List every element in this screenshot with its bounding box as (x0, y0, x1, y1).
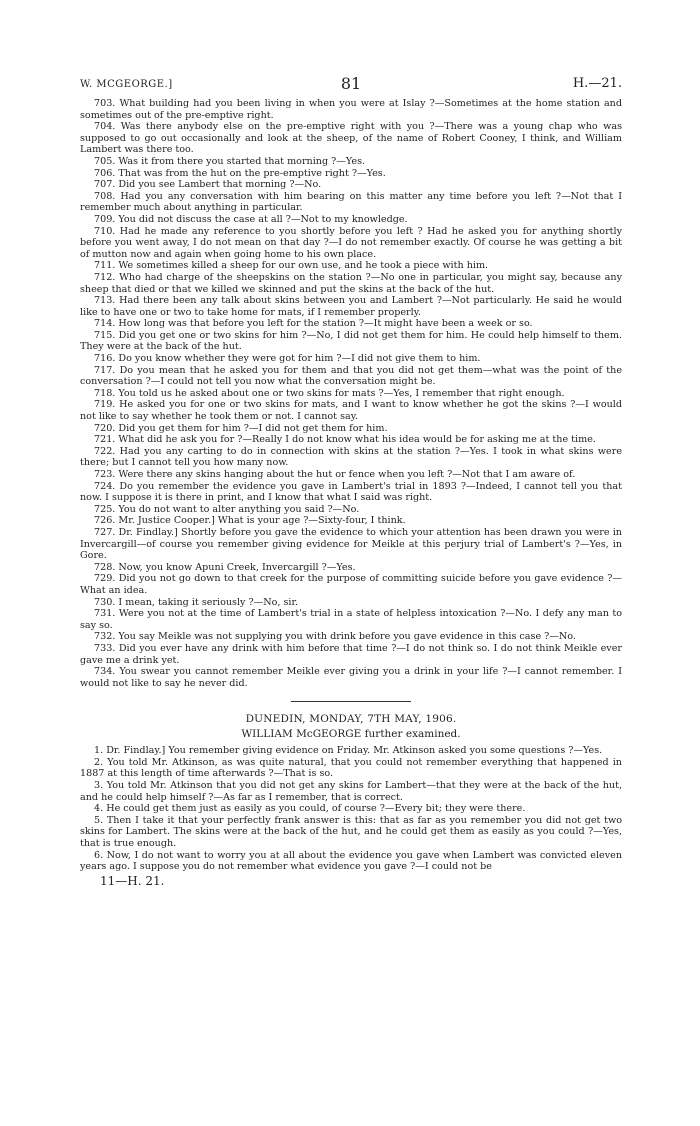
further-examination-body (80, 745, 622, 873)
testimony-paragraph: 719. He asked you for one or two skins for mats, and I want to know whether he got the skins ?—I would not like to say whether he took them or not. I cannot say. (80, 399, 622, 423)
testimony-paragraph: 726. Mr. Justice Cooper.] What is your age ?—Sixty-four, I think. (94, 515, 406, 527)
testimony-paragraph: 707. Did you see Lambert that morning ?—No. (94, 179, 322, 191)
testimony-paragraph: 720. Did you get them for him ?—I did not get them for him. (94, 422, 388, 434)
testimony-paragraph: 718. You told us he asked about one or two skins for mats ?—Yes, I remember that right enough. (94, 387, 565, 399)
header-document-ref: H.—21. (572, 76, 622, 91)
page-footer-signature: 11—H. 21. (100, 873, 165, 888)
testimony-paragraph: 3. You told Mr. Atkinson that you did not get any skins for Lambert—that they were at the back of the hut, and he could help himself ?—As far as I remember, that is correct. (80, 780, 622, 803)
testimony-paragraph: 729. Did you not go down to that creek for the purpose of committing suicide before you gave evidence ?—What an idea. (80, 573, 622, 596)
testimony-paragraph: 728. Now, you know Apuni Creek, Invercargill ?—Yes. (94, 561, 356, 573)
testimony-paragraph: 6. Now, I do not want to worry you at all about the evidence you gave when Lambert was convicted eleven years ago. I suppose you do not remember what evidence you gave ?—I could not be (80, 849, 622, 873)
testimony-paragraph: 731. Were you not at the time of Lambert's trial in a state of helpless intoxication ?—No. I defy any man to say so. (80, 608, 622, 631)
page-number: 81 (340, 74, 362, 93)
testimony-paragraph: 734. You swear you cannot remember Meikle ever giving you a drink in your life ?—I cannot remember. I would not like to say he never did. (80, 666, 622, 689)
testimony-paragraph: 730. I mean, taking it seriously ?—No, sir. (94, 596, 299, 608)
testimony-paragraph: 722. Had you any carting to do in connection with skins at the station ?—Yes. I took in what skins were there; but I cannot tell you how many now. (80, 445, 622, 469)
testimony-paragraph: 715. Did you get one or two skins for him ?—No, I did not get them for him. He could help himself to them. They were at the back of the hut. (80, 329, 622, 353)
testimony-paragraph: 708. Had you any conversation with him bearing on this matter any time before you left ?—Not that I remember much about anything in particular. (80, 190, 622, 214)
testimony-paragraph: 721. What did he ask you for ?—Really I do not know what his idea would be for asking me at the time. (94, 434, 596, 446)
testimony-paragraph: 717. Do you mean that he asked you for them and that you did not get them—what was the point of the conversation ?—I could not tell you now what the conversation might be. (80, 364, 622, 388)
testimony-paragraph: 2. You told Mr. Atkinson, as was quite natural, that you could not remember everything that happened in 1887 at this length of time afterwards ?—That is so. (80, 756, 622, 780)
testimony-paragraph: 725. You do not want to alter anything you said ?—No. (94, 503, 360, 515)
testimony-paragraph: 703. What building had you been living in when you were at Islay ?—Sometimes at the home station and sometimes out of the pre-emptive right. (80, 98, 622, 121)
document-page (80, 72, 622, 888)
testimony-paragraph: 704. Was there anybody else on the pre-emptive right with you ?—There was a young chap who was supposed to go out occasionally and look at the sheep, of the name of Robert Cooney, I think, and William Lambert was there too. (80, 121, 622, 156)
testimony-paragraph: 733. Did you ever have any drink with him before that time ?—I do not think so. I do not think Meikle ever gave me a drink yet. (80, 642, 622, 666)
testimony-paragraph: 710. Had he made any reference to you shortly before you left ? Had he asked you for anything shortly before you went away, I do not mean on that day ?—I do not remember exactly. Of course he was getting a bit of mutton now and again when going home to his own place. (80, 225, 622, 260)
testimony-paragraph: 716. Do you know whether they were got for him ?—I did not give them to him. (94, 353, 481, 365)
testimony-paragraph: 705. Was it from there you started that morning ?—Yes. (94, 155, 366, 167)
testimony-paragraph: 706. That was from the hut on the pre-emptive right ?—Yes. (94, 167, 386, 179)
testimony-paragraph: 732. You say Meikle was not supplying you with drink before you gave evidence in this case ?—No. (94, 631, 576, 643)
testimony-body (80, 98, 622, 689)
header-witness-name: W. MCGEORGE.] (80, 79, 173, 90)
section-subhead: WILLIAM McGEORGE further examined. (241, 728, 461, 741)
section-divider (291, 701, 411, 702)
testimony-paragraph: 714. How long was that before you left for the station ?—It might have been a week or so. (94, 318, 533, 330)
testimony-paragraph: 4. He could get them just as easily as you could, of course ?—Every bit; they were there. (94, 803, 526, 815)
testimony-paragraph: 724. Do you remember the evidence you gave in Lambert's trial in 1893 ?—Indeed, I cannot tell you that now. I suppose it is there in print, and I know that what I said was right. (80, 480, 622, 504)
page-header (80, 72, 622, 98)
testimony-paragraph: 5. Then I take it that your perfectly frank answer is this: that as far as you remember you did not get two skins for Lambert. The skins were at the back of the hut, and he could get them as easily as you could ?—Yes, that is true enough. (80, 814, 622, 850)
testimony-paragraph: 713. Had there been any talk about skins between you and Lambert ?—Not particularly. He said he would like to have one or two to take home for mats, if I remember properly. (80, 295, 622, 318)
testimony-paragraph: 711. We sometimes killed a sheep for our own use, and he took a piece with him. (94, 260, 489, 272)
testimony-paragraph: 1. Dr. Findlay.] You remember giving evidence on Friday. Mr. Atkinson asked you some questions ?—Yes. (94, 745, 603, 757)
testimony-paragraph: 709. You did not discuss the case at all ?—Not to my knowledge. (94, 213, 408, 225)
testimony-paragraph: 727. Dr. Findlay.] Shortly before you gave the evidence to which your attention has been drawn you were in Invercargill—of course you remember giving evidence for Meikle at this perjury trial of Lambert's ?—Yes, in Gore. (80, 526, 622, 562)
testimony-paragraph: 723. Were there any skins hanging about the hut or fence when you left ?—Not that I am aware of. (94, 469, 576, 480)
testimony-paragraph: 712. Who had charge of the sheepskins on the station ?—No one in particular, you might say, because any sheep that died or that we killed we skinned and put the skins at the back of the hut. (80, 271, 622, 295)
section-dateline: DUNEDIN, MONDAY, 7TH MAY, 1906. (245, 713, 457, 726)
